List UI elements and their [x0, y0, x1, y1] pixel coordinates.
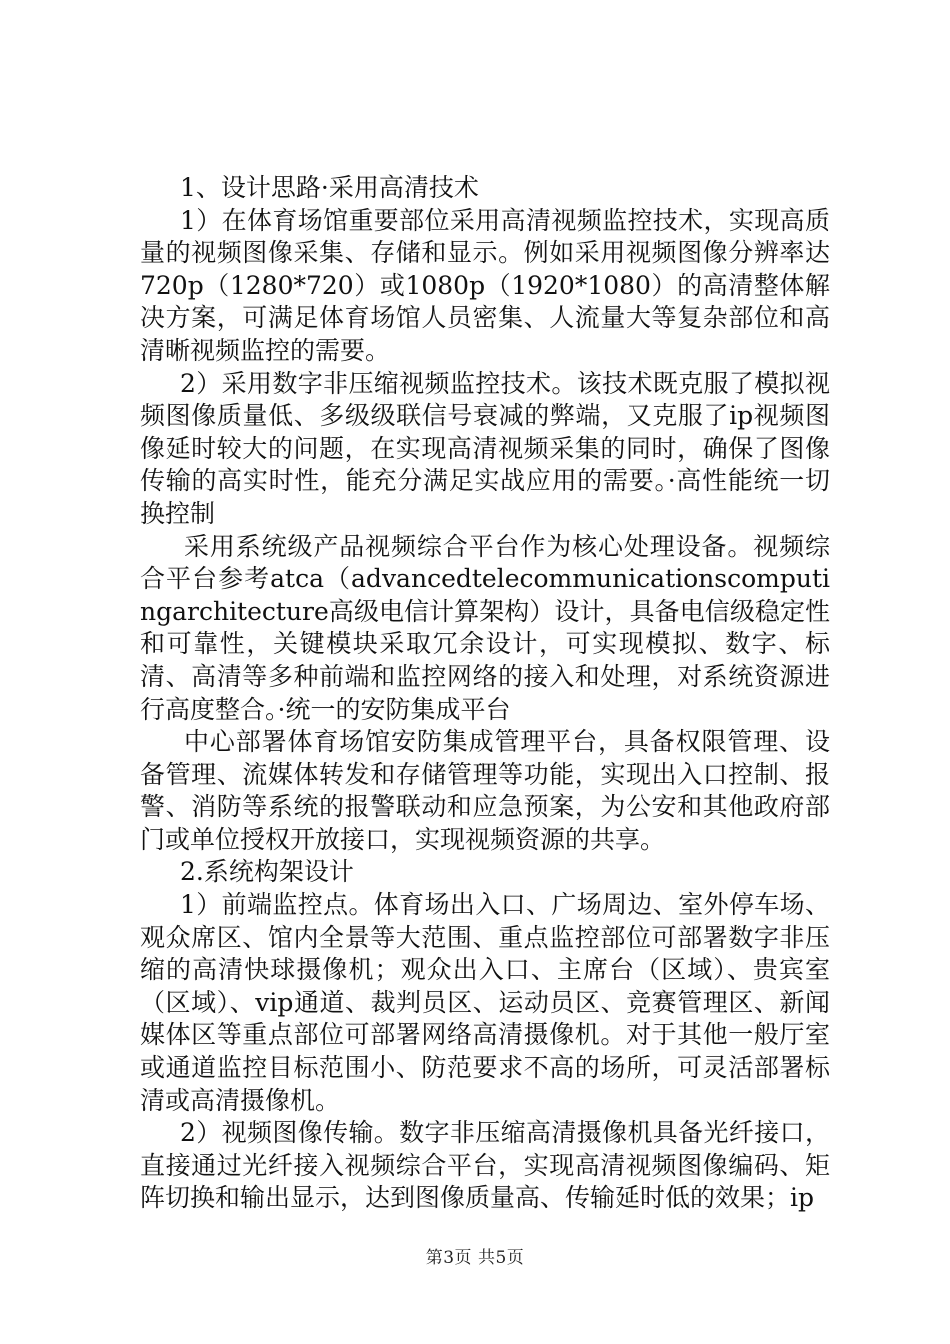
section-heading-architecture: 2.系统构架设计: [180, 857, 354, 887]
section-heading-design-ideas: 1、设计思路·采用高清技术: [180, 173, 479, 202]
page-number-footer: 第3页 共5页: [425, 1248, 525, 1268]
paragraph-security-center: 中心部署体育场馆安防集成管理平台，具备权限管理、设备管理、流媒体转发和存储管理等功能，实现出入口控制、报警、消防等系统的报警联动和应急预案，为公安和其他政府部门或单位授权开放接口，实现视频资源的共享。: [140, 727, 830, 854]
paragraph-video-transmission: 2）视频图像传输。数字非压缩高清摄像机具备光纤接口，直接通过光纤接入视频综合平台，实现高清视频图像编码、矩阵切换和输出显示，达到图像质量高、传输延时低的效果；ip: [140, 1118, 830, 1213]
paragraph-uncompressed-digital: 2）采用数字非压缩视频监控技术。该技术既克服了模拟视频图像质量低、多级级联信号衰减的弊端，又克服了ip视频图像延时较大的问题，在实现高清视频采集的同时，确保了图像传输的高实时性，能充分满足实战应用的需要。·高性能统一切换控制: [140, 368, 830, 528]
paragraph-hd-monitoring: 1）在体育场馆重要部位采用高清视频监控技术，实现高质量的视频图像采集、存储和显示。例如采用视频图像分辨率达720p（1280*720）或1080p（1920*1080）的高清整体解决方案，可满足体育场馆人员密集、人流量大等复杂部位和高清晰视频监控的需要。: [140, 205, 830, 365]
document-body: [140, 172, 830, 1215]
paragraph-integrated-platform: 采用系统级产品视频综合平台作为核心处理设备。视频综合平台参考atca（advancedtelecommunicationscomputingarchitecture高级电信计算架构）设计，具备电信级稳定性和可靠性，关键模块采取冗余设计，可实现模拟、数字、标清、高清等多种前端和监控网络的接入和处理，对系统资源进行高度整合。·统一的安防集成平台: [140, 531, 830, 724]
paragraph-front-end-points: 1）前端监控点。体育场出入口、广场周边、室外停车场、观众席区、馆内全景等大范围、重点监控部位可部署数字非压缩的高清快球摄像机；观众出入口、主席台（区域）、贵宾室（区域）、vip通道、裁判员区、运动员区、竞赛管理区、新闻媒体区等重点部位可部署网络高清摄像机。对于其他一般厅室或通道监控目标范围小、防范要求不高的场所，可灵活部署标清或高清摄像机。: [140, 890, 830, 1115]
